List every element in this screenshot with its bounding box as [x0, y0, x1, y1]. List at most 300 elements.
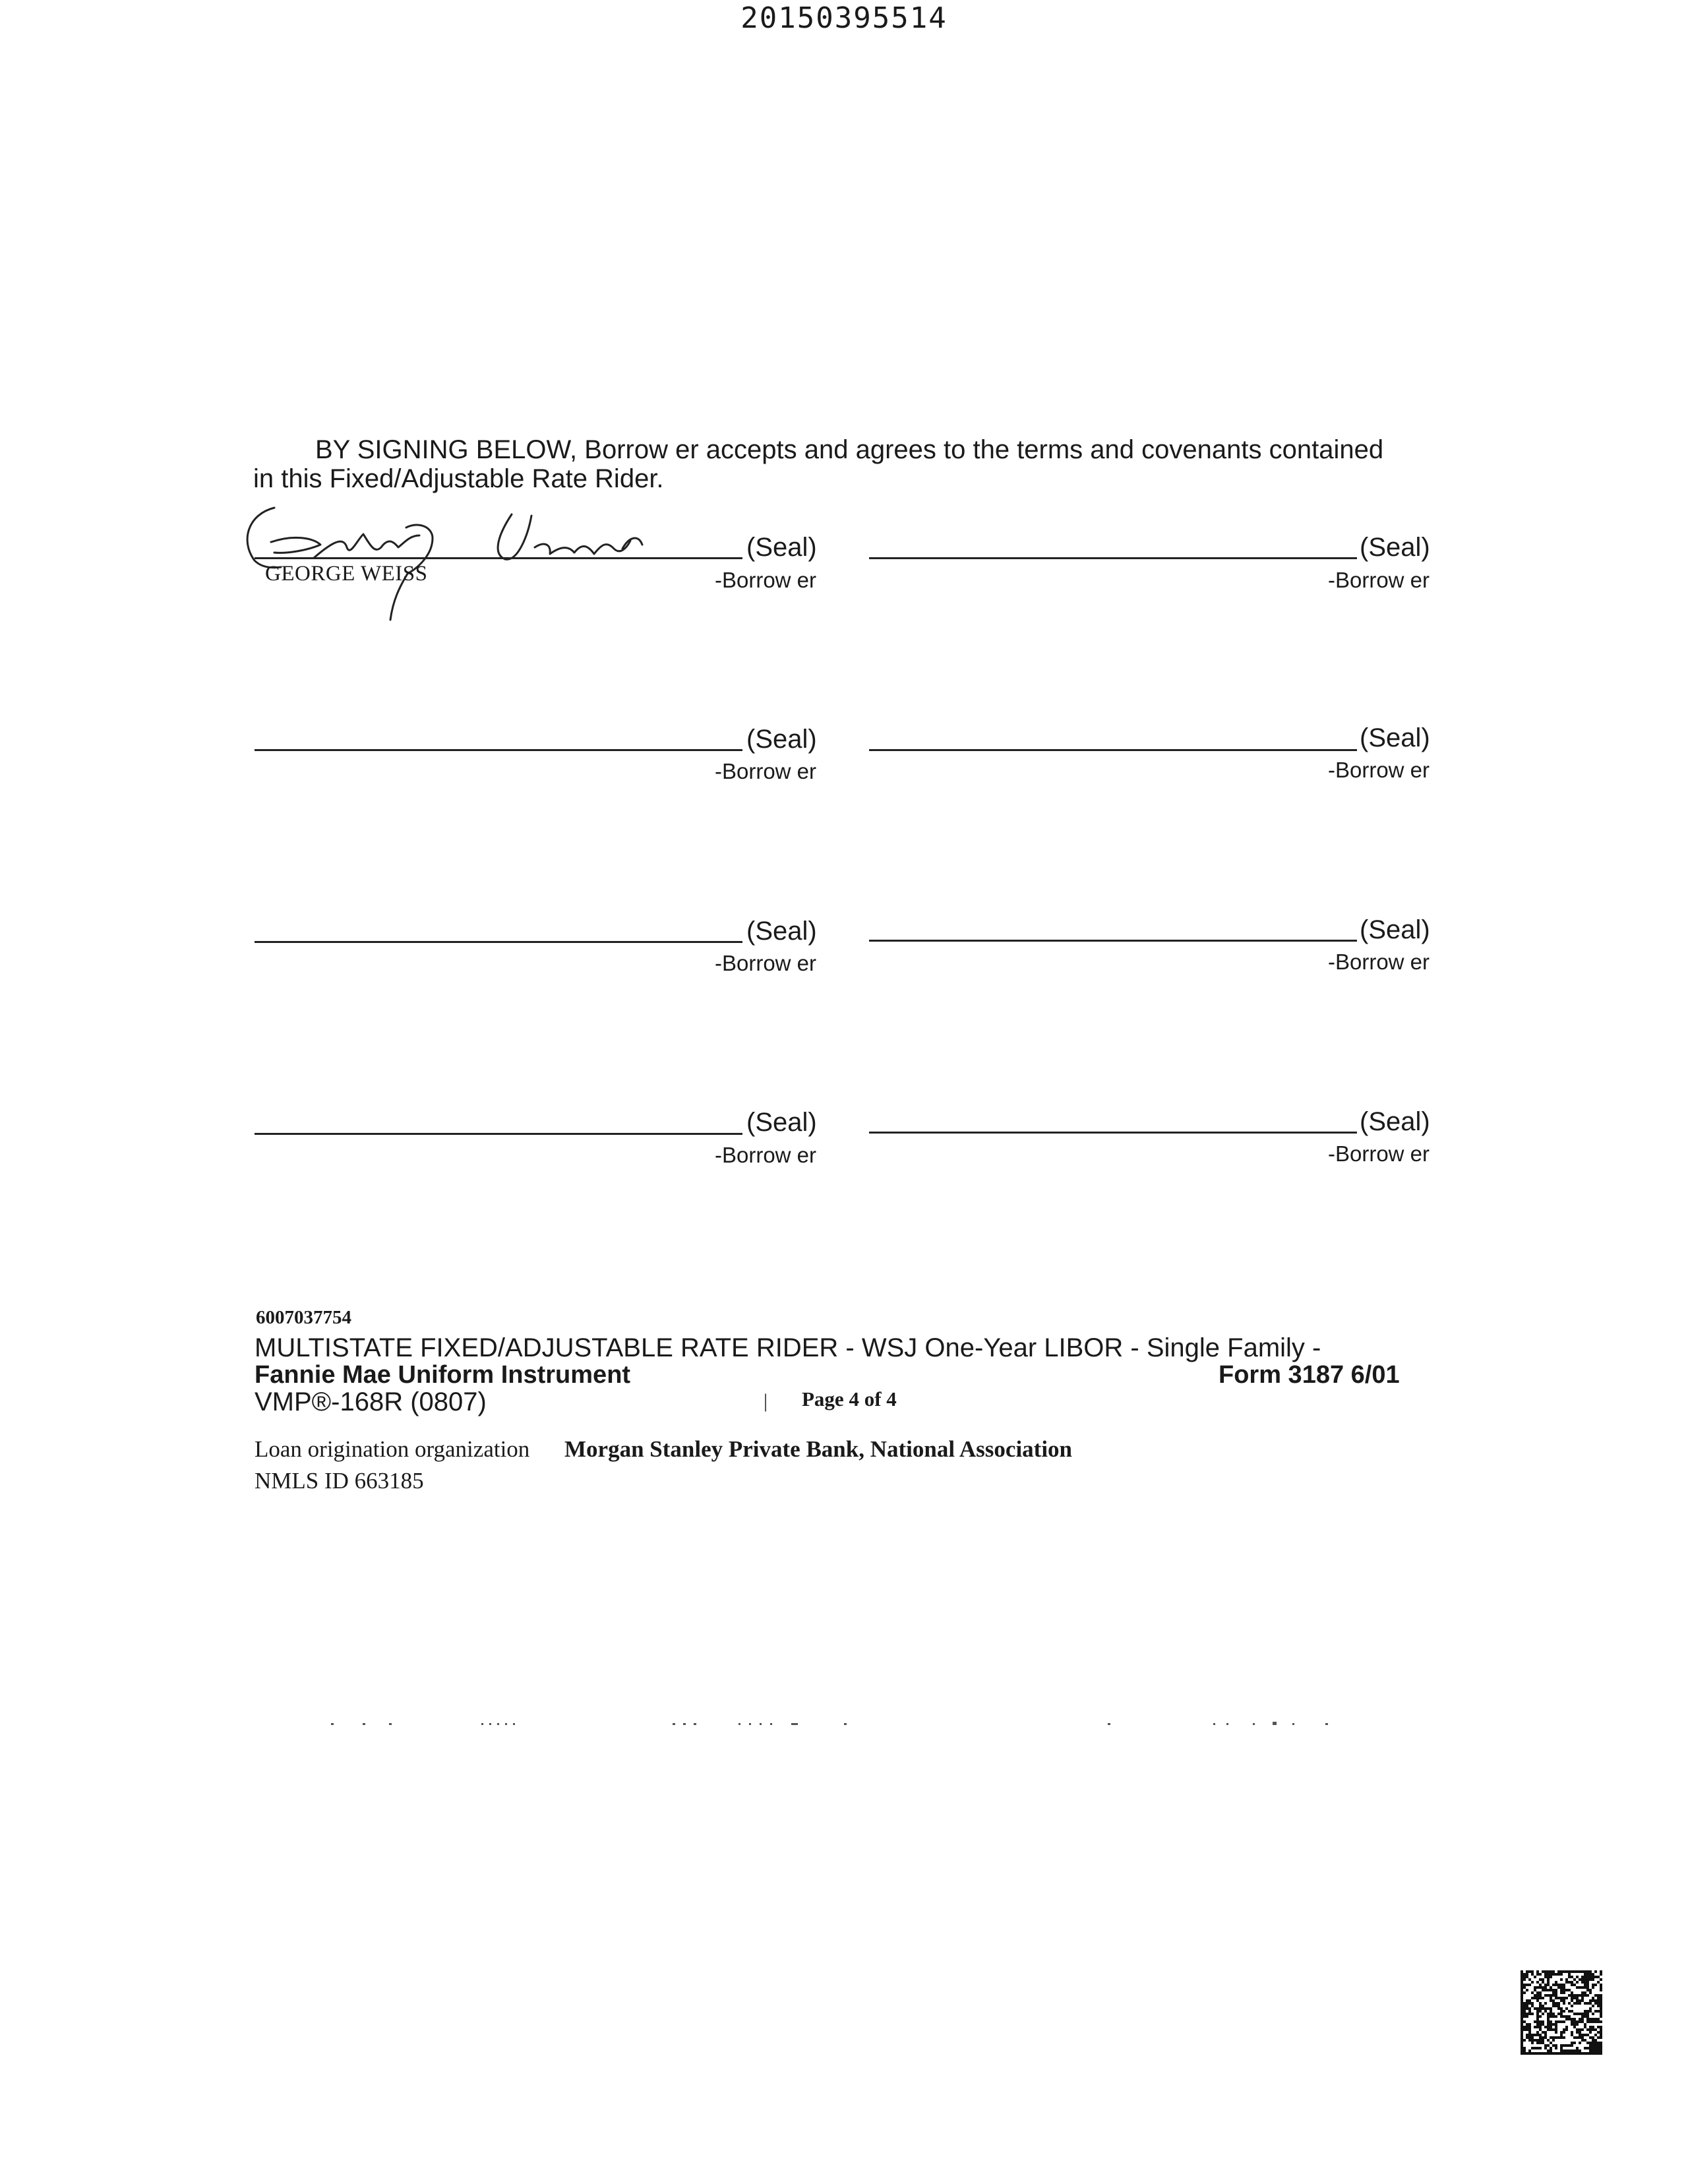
barcode-module — [1600, 2005, 1602, 2007]
barcode-module — [1550, 1997, 1552, 1999]
barcode-module — [1594, 2047, 1597, 2049]
barcode-module — [1586, 1970, 1589, 1973]
seal-label: (Seal) — [746, 1108, 817, 1137]
barcode-module — [1600, 2020, 1602, 2023]
barcode-module — [1560, 1989, 1563, 1991]
barcode-module — [1589, 1970, 1592, 1973]
barcode-module — [1523, 2020, 1526, 2023]
seal-label: (Seal) — [1360, 723, 1430, 752]
barcode-module — [1586, 2047, 1589, 2049]
barcode-module — [1589, 2031, 1592, 2034]
barcode-module — [1568, 1981, 1571, 1984]
barcode-module — [1600, 1986, 1602, 1989]
barcode-module — [1571, 2005, 1573, 2007]
barcode-module — [1542, 1981, 1544, 1984]
barcode-module — [1536, 1991, 1539, 1994]
barcode-module — [1571, 2034, 1573, 2036]
barcode-module — [1560, 2047, 1563, 2049]
barcode-module — [1584, 2013, 1586, 2015]
barcode-module — [1600, 2015, 1602, 2018]
barcode-module — [1573, 2023, 1576, 2026]
barcode-module — [1563, 1999, 1565, 2002]
barcode-module — [1523, 2002, 1526, 2005]
barcode-module — [1594, 2018, 1597, 2020]
barcode-module — [1576, 2036, 1579, 2039]
page-mark: | — [764, 1390, 768, 1412]
barcode-module — [1589, 1999, 1592, 2002]
vmp-code: VMP®-168R (0807) — [255, 1387, 487, 1416]
barcode-module — [1573, 1984, 1576, 1986]
barcode-module — [1536, 2023, 1539, 2026]
barcode-module — [1557, 1984, 1560, 1986]
barcode-module — [1539, 2020, 1542, 2023]
barcode-module — [1573, 1970, 1576, 1973]
barcode-module — [1586, 2028, 1589, 2031]
barcode-module — [1576, 2047, 1579, 2049]
barcode-module — [1521, 2002, 1523, 2005]
barcode-module — [1594, 1994, 1597, 1997]
barcode-module — [1584, 2052, 1586, 2055]
barcode-module — [1594, 1976, 1597, 1978]
barcode-module — [1581, 2036, 1584, 2039]
barcode-module — [1560, 1999, 1563, 2002]
barcode-module — [1576, 2052, 1579, 2055]
barcode-module — [1597, 2036, 1600, 2039]
barcode-module — [1563, 2044, 1565, 2047]
barcode-module — [1523, 2028, 1526, 2031]
barcode-module — [1521, 2028, 1523, 2031]
barcode-module — [1550, 1999, 1552, 2002]
barcode-module — [1536, 1970, 1539, 1973]
barcode-module — [1584, 2002, 1586, 2005]
barcode-module — [1539, 2042, 1542, 2044]
barcode-module — [1571, 2049, 1573, 2052]
barcode-module — [1555, 2015, 1557, 2018]
barcode-module — [1594, 1970, 1597, 1973]
barcode-module — [1581, 1978, 1584, 1981]
barcode-module — [1521, 2020, 1523, 2023]
barcode-module — [1586, 2002, 1589, 2005]
barcode-module — [1555, 1973, 1557, 1976]
barcode-module — [1592, 2026, 1594, 2028]
barcode-module — [1557, 2020, 1560, 2023]
barcode-module — [1579, 2020, 1581, 2023]
barcode-module — [1526, 1973, 1528, 1976]
barcode-module — [1557, 1997, 1560, 1999]
seal-label: (Seal) — [1360, 533, 1430, 562]
barcode-module — [1550, 1989, 1552, 1991]
barcode-module — [1568, 2002, 1571, 2005]
barcode-module — [1521, 1984, 1523, 1986]
barcode-module — [1573, 2026, 1576, 2028]
barcode-module — [1526, 2036, 1528, 2039]
barcode-module — [1555, 2002, 1557, 2005]
barcode-module — [1600, 1984, 1602, 1986]
barcode-module — [1528, 2026, 1531, 2028]
barcode-module — [1547, 1978, 1550, 1981]
barcode-module — [1531, 1970, 1534, 1973]
barcode-module — [1544, 2026, 1547, 2028]
barcode-module — [1552, 2052, 1555, 2055]
barcode-module — [1536, 2031, 1539, 2034]
barcode-module — [1589, 2052, 1592, 2055]
barcode-module — [1528, 2031, 1531, 2034]
barcode-module — [1521, 1991, 1523, 1994]
barcode-module — [1536, 2026, 1539, 2028]
barcode-module — [1539, 2047, 1542, 2049]
barcode-module — [1589, 1989, 1592, 1991]
barcode-module — [1581, 1981, 1584, 1984]
barcode-module — [1550, 2010, 1552, 2013]
form-subtitle: Fannie Mae Uniform Instrument — [255, 1361, 631, 1389]
barcode-module — [1555, 2028, 1557, 2031]
barcode-module — [1597, 2047, 1600, 2049]
barcode-module — [1555, 2005, 1557, 2007]
barcode-module — [1573, 2036, 1576, 2039]
barcode-module — [1547, 1970, 1550, 1973]
barcode-module — [1536, 2047, 1539, 2049]
barcode-module — [1579, 2036, 1581, 2039]
barcode-module — [1555, 2036, 1557, 2039]
barcode-module — [1563, 2010, 1565, 2013]
borrower-label: -Borrow er — [1328, 758, 1430, 782]
barcode-module — [1586, 2018, 1589, 2020]
barcode-module — [1550, 2013, 1552, 2015]
barcode-module — [1539, 2023, 1542, 2026]
barcode-module — [1550, 2028, 1552, 2031]
barcode-module — [1568, 2044, 1571, 2047]
barcode-module — [1547, 1981, 1550, 1984]
barcode-module — [1565, 2007, 1568, 2010]
barcode-module — [1547, 2020, 1550, 2023]
barcode-module — [1584, 2010, 1586, 2013]
barcode-module — [1521, 2015, 1523, 2018]
barcode-module — [1581, 1986, 1584, 1989]
barcode-module — [1592, 2013, 1594, 2015]
barcode-module — [1542, 2036, 1544, 2039]
barcode-module — [1528, 2049, 1531, 2052]
origination-label: Loan origination organization — [255, 1436, 530, 1462]
barcode-module — [1521, 1973, 1523, 1976]
barcode-module — [1521, 1989, 1523, 1991]
barcode-module — [1521, 2010, 1523, 2013]
seal-label: (Seal) — [746, 533, 817, 562]
barcode-module — [1523, 1984, 1526, 1986]
barcode-module — [1560, 1970, 1563, 1973]
barcode-module — [1568, 2018, 1571, 2020]
barcode-module — [1584, 1976, 1586, 1978]
barcode-module — [1589, 2042, 1592, 2044]
barcode-module — [1565, 1989, 1568, 1991]
barcode-module — [1584, 1984, 1586, 1986]
barcode-module — [1539, 1986, 1542, 1989]
barcode-module — [1536, 2018, 1539, 2020]
barcode-module — [1550, 1986, 1552, 1989]
barcode-module — [1526, 2034, 1528, 2036]
barcode-module — [1555, 1991, 1557, 1994]
barcode-module — [1528, 2039, 1531, 2042]
barcode-module — [1536, 2034, 1539, 2036]
barcode-module — [1600, 2049, 1602, 2052]
barcode-module — [1600, 1999, 1602, 2002]
barcode-module — [1539, 2028, 1542, 2031]
barcode-module — [1600, 2028, 1602, 2031]
barcode-module — [1563, 1984, 1565, 1986]
barcode-module — [1579, 1970, 1581, 1973]
form-number: Form 3187 6/01 — [1219, 1361, 1400, 1389]
barcode-module — [1523, 2049, 1526, 2052]
barcode-module — [1523, 2039, 1526, 2042]
barcode-module — [1542, 2013, 1544, 2015]
barcode-module — [1563, 2028, 1565, 2031]
barcode-module — [1560, 2049, 1563, 2052]
barcode-module — [1589, 1973, 1592, 1976]
barcode-module — [1528, 2002, 1531, 2005]
barcode-module — [1560, 2044, 1563, 2047]
barcode-module — [1563, 2052, 1565, 2055]
barcode-module — [1586, 2010, 1589, 2013]
barcode-module — [1581, 1976, 1584, 1978]
barcode-module — [1565, 1981, 1568, 1984]
barcode-module — [1565, 2052, 1568, 2055]
barcode-module — [1552, 2002, 1555, 2005]
barcode-module — [1536, 2010, 1539, 2013]
barcode-module — [1573, 1994, 1576, 1997]
barcode-module — [1536, 1986, 1539, 1989]
barcode-module — [1536, 1997, 1539, 1999]
seal-label: (Seal) — [746, 917, 817, 946]
barcode-module — [1581, 2052, 1584, 2055]
barcode-module — [1594, 1984, 1597, 1986]
barcode-module — [1576, 2013, 1579, 2015]
barcode-module — [1571, 1991, 1573, 1994]
barcode-module — [1542, 2042, 1544, 2044]
barcode-module — [1557, 1970, 1560, 1973]
barcode-module — [1592, 2044, 1594, 2047]
barcode-module — [1576, 2031, 1579, 2034]
barcode-module — [1584, 2015, 1586, 2018]
barcode-module — [1526, 1989, 1528, 1991]
barcode-module — [1589, 1978, 1592, 1981]
barcode-module — [1542, 2005, 1544, 2007]
barcode-module — [1589, 2026, 1592, 2028]
barcode-module — [1594, 2028, 1597, 2031]
barcode-module — [1565, 2049, 1568, 2052]
barcode-module — [1584, 1970, 1586, 1973]
barcode-module — [1586, 2052, 1589, 2055]
barcode-module — [1563, 1986, 1565, 1989]
barcode-module — [1521, 2047, 1523, 2049]
barcode-module — [1594, 2049, 1597, 2052]
barcode-module — [1542, 1978, 1544, 1981]
barcode-module — [1552, 2015, 1555, 2018]
barcode-module — [1521, 1999, 1523, 2002]
barcode-module — [1547, 2007, 1550, 2010]
barcode-image — [1521, 1970, 1602, 2055]
barcode-module — [1592, 1978, 1594, 1981]
barcode-module — [1597, 2005, 1600, 2007]
barcode-module — [1526, 1976, 1528, 1978]
barcode-module — [1586, 1978, 1589, 1981]
barcode-module — [1581, 1994, 1584, 1997]
barcode-module — [1597, 1997, 1600, 1999]
barcode-module — [1547, 1989, 1550, 1991]
barcode-module — [1555, 2044, 1557, 2047]
barcode-module — [1597, 2044, 1600, 2047]
barcode-module — [1542, 1997, 1544, 1999]
barcode-module — [1550, 2036, 1552, 2039]
barcode-module — [1600, 2013, 1602, 2015]
barcode-module — [1542, 2007, 1544, 2010]
barcode-module — [1521, 2036, 1523, 2039]
barcode-module — [1552, 1970, 1555, 1973]
barcode-module — [1536, 2015, 1539, 2018]
barcode-module — [1523, 2026, 1526, 2028]
barcode-module — [1521, 1978, 1523, 1981]
barcode-module — [1523, 2047, 1526, 2049]
barcode-module — [1560, 2007, 1563, 2010]
barcode-module — [1547, 2023, 1550, 2026]
barcode-module — [1521, 2005, 1523, 2007]
barcode-module — [1592, 2036, 1594, 2039]
signature-line-4-right — [869, 1132, 1357, 1134]
barcode-module — [1589, 1976, 1592, 1978]
barcode-module — [1568, 2010, 1571, 2013]
barcode-module — [1571, 1976, 1573, 1978]
barcode-module — [1550, 2049, 1552, 2052]
barcode-module — [1581, 1999, 1584, 2002]
barcode-module — [1552, 1999, 1555, 2002]
barcode-module — [1584, 1994, 1586, 1997]
acceptance-statement — [253, 435, 1440, 493]
barcode-module — [1552, 2005, 1555, 2007]
barcode-module — [1536, 2007, 1539, 2010]
acceptance-line-2: in this Fixed/Adjustable Rate Rider. — [253, 464, 664, 493]
signer-name: GEORGE WEISS — [265, 562, 428, 586]
barcode-module — [1534, 2007, 1536, 2010]
barcode-module — [1528, 2034, 1531, 2036]
barcode-module — [1594, 2010, 1597, 2013]
barcode-module — [1555, 1989, 1557, 1991]
seal-label: (Seal) — [1360, 1107, 1430, 1136]
barcode-module — [1523, 1973, 1526, 1976]
barcode-module — [1576, 1970, 1579, 1973]
barcode-module — [1552, 2013, 1555, 2015]
barcode-module — [1571, 2010, 1573, 2013]
barcode-module — [1565, 1978, 1568, 1981]
barcode-module — [1539, 2015, 1542, 2018]
barcode-module — [1584, 2047, 1586, 2049]
barcode-module — [1594, 2039, 1597, 2042]
signature-line-3-left — [255, 941, 742, 943]
barcode-module — [1560, 2036, 1563, 2039]
barcode-module — [1523, 1986, 1526, 1989]
barcode-module — [1571, 1997, 1573, 1999]
barcode-module — [1528, 2007, 1531, 2010]
barcode-module — [1594, 1999, 1597, 2002]
borrower-label: -Borrow er — [1328, 950, 1430, 974]
barcode-module — [1565, 1997, 1568, 1999]
barcode-module — [1547, 2013, 1550, 2015]
borrower-label: -Borrow er — [1328, 568, 1430, 592]
document-number: 20150395514 — [740, 1, 948, 35]
barcode-module — [1594, 2044, 1597, 2047]
barcode-module — [1523, 2010, 1526, 2013]
barcode-module — [1581, 2020, 1584, 2023]
barcode-module — [1536, 2020, 1539, 2023]
barcode-module — [1600, 1973, 1602, 1976]
barcode-module — [1550, 1994, 1552, 1997]
barcode-module — [1571, 2042, 1573, 2044]
barcode-module — [1576, 1981, 1579, 1984]
barcode-module — [1584, 2039, 1586, 2042]
barcode-module — [1586, 2042, 1589, 2044]
barcode-module — [1526, 2028, 1528, 2031]
barcode-module — [1531, 2034, 1534, 2036]
barcode-module — [1597, 2042, 1600, 2044]
barcode-module — [1521, 2007, 1523, 2010]
barcode-module — [1592, 1986, 1594, 1989]
barcode-module — [1571, 2044, 1573, 2047]
barcode-module — [1600, 1997, 1602, 1999]
barcode-module — [1521, 1976, 1523, 1978]
barcode-module — [1526, 2052, 1528, 2055]
barcode-module — [1589, 2007, 1592, 2010]
barcode-module — [1544, 2034, 1547, 2036]
signature-line-2-right — [869, 749, 1357, 751]
barcode-module — [1547, 1994, 1550, 1997]
barcode-module — [1534, 2039, 1536, 2042]
barcode-module — [1531, 2036, 1534, 2039]
barcode-module — [1586, 1986, 1589, 1989]
barcode-module — [1571, 2052, 1573, 2055]
barcode-module — [1579, 2002, 1581, 2005]
barcode-module — [1586, 2013, 1589, 2015]
barcode-module — [1581, 1991, 1584, 1994]
barcode-module — [1586, 1984, 1589, 1986]
barcode-module — [1600, 2052, 1602, 2055]
barcode-module — [1579, 2042, 1581, 2044]
barcode-module — [1544, 1984, 1547, 1986]
barcode-module — [1571, 1999, 1573, 2002]
barcode-module — [1550, 1970, 1552, 1973]
barcode-module — [1563, 2031, 1565, 2034]
barcode-module — [1526, 2002, 1528, 2005]
barcode-module — [1539, 2007, 1542, 2010]
barcode-module — [1531, 2013, 1534, 2015]
barcode-module — [1555, 1997, 1557, 1999]
barcode-module — [1563, 2049, 1565, 2052]
barcode-module — [1555, 2023, 1557, 2026]
barcode-module — [1555, 1994, 1557, 1997]
borrower-label: -Borrow er — [1328, 1141, 1430, 1166]
barcode-module — [1571, 2020, 1573, 2023]
barcode-module — [1589, 2036, 1592, 2039]
barcode-module — [1555, 2031, 1557, 2034]
barcode-module — [1534, 2020, 1536, 2023]
barcode-module — [1560, 1997, 1563, 1999]
barcode-module — [1531, 1973, 1534, 1976]
barcode-module — [1586, 2034, 1589, 2036]
barcode-module — [1592, 1976, 1594, 1978]
barcode-module — [1563, 1970, 1565, 1973]
barcode-module — [1584, 2034, 1586, 2036]
barcode-module — [1552, 1973, 1555, 1976]
barcode-module — [1521, 2013, 1523, 2015]
barcode-module — [1552, 1989, 1555, 1991]
barcode-module — [1592, 1997, 1594, 1999]
barcode-module — [1539, 2039, 1542, 2042]
